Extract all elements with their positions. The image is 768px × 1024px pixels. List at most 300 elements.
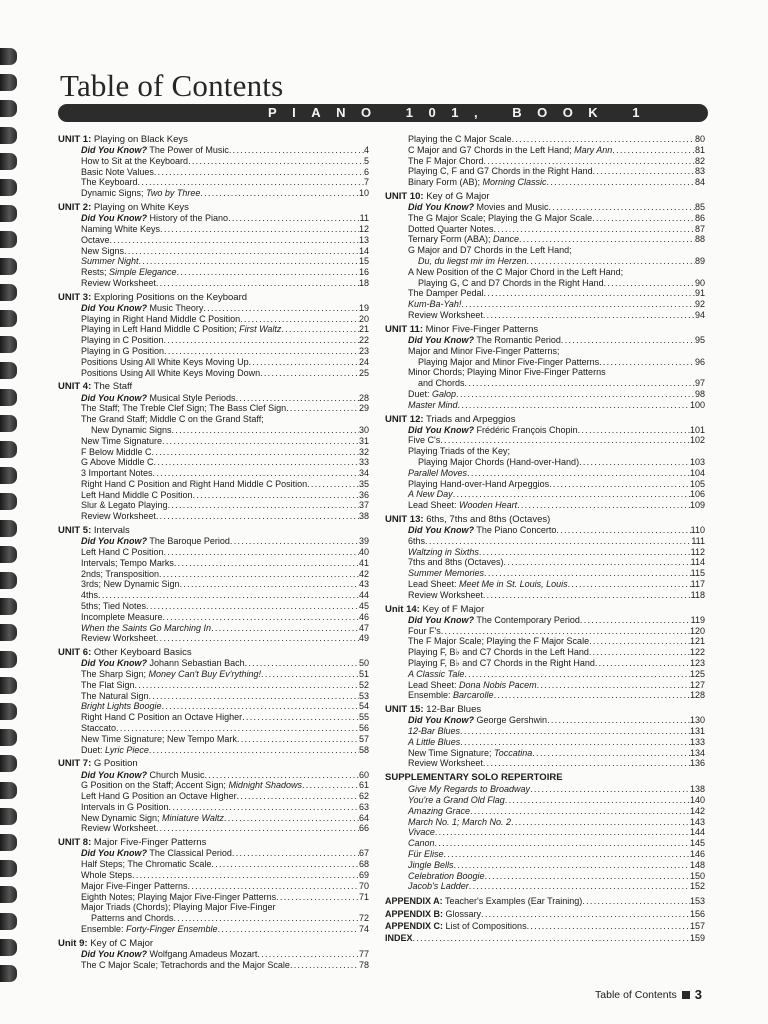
toc-entry[interactable] — [81, 823, 369, 834]
dot-leader — [461, 299, 695, 310]
appendix-text: List of Compositions — [445, 921, 527, 932]
toc-entry[interactable] — [81, 436, 369, 447]
entry-page-number: 106 — [689, 489, 705, 500]
dot-leader — [163, 612, 359, 623]
dot-leader — [162, 436, 359, 447]
spiral-ring — [0, 939, 17, 956]
toc-entry[interactable] — [81, 960, 369, 971]
toc-entry[interactable] — [81, 658, 369, 669]
did-you-know-label: Did You Know? — [81, 536, 147, 547]
toc-entry[interactable] — [81, 479, 369, 490]
entry-title — [418, 256, 527, 267]
page-footer — [595, 987, 702, 1002]
toc-entry[interactable] — [81, 167, 369, 178]
toc-entry[interactable] — [81, 303, 369, 314]
entry-title — [81, 346, 164, 357]
dot-leader — [599, 357, 695, 368]
entry-title — [81, 712, 242, 723]
unit-heading — [58, 938, 369, 949]
entry-title — [408, 860, 454, 871]
entry-page-number: 56 — [358, 723, 369, 734]
toc-entry[interactable] — [408, 590, 705, 601]
toc-entry[interactable] — [408, 346, 705, 357]
entry-title — [418, 278, 604, 289]
unit-title: Playing on White Keys — [93, 202, 189, 214]
spiral-ring — [0, 441, 17, 458]
dot-leader — [425, 536, 691, 547]
entry-text: Review Worksheet — [408, 589, 483, 600]
toc-entry[interactable] — [408, 715, 705, 726]
toc-entry[interactable] — [81, 701, 369, 712]
appendix-entry[interactable] — [385, 920, 705, 932]
appendix-label: APPENDIX C: — [385, 921, 444, 932]
appendix-entry[interactable] — [385, 895, 705, 907]
entry-title — [81, 859, 211, 870]
toc-entry[interactable] — [81, 590, 369, 601]
toc-entry[interactable] — [408, 468, 705, 479]
appendix-label: APPENDIX A: — [385, 896, 443, 907]
dot-leader — [146, 601, 359, 612]
entry-title — [81, 612, 163, 623]
unit-heading — [58, 647, 369, 658]
toc-entry[interactable] — [81, 848, 369, 859]
toc-entry[interactable] — [408, 288, 705, 299]
toc-entry[interactable] — [81, 734, 369, 745]
toc-entry[interactable] — [408, 795, 705, 806]
toc-entry[interactable] — [81, 669, 369, 680]
toc-entry[interactable] — [81, 791, 369, 802]
entry-text: Ensemble: — [408, 690, 454, 701]
entry-page-number: 7 — [363, 177, 369, 188]
toc-entry[interactable] — [81, 802, 369, 813]
page-title: Table of Contents — [60, 68, 284, 103]
toc-entry[interactable] — [418, 378, 705, 389]
unit-heading — [58, 837, 369, 848]
entry-title — [81, 924, 218, 935]
toc-entry[interactable] — [81, 447, 369, 458]
entry-page-number: 66 — [358, 823, 369, 834]
toc-entry[interactable] — [408, 489, 705, 500]
entry-text: The Grand Staff; Middle C on the Grand Staff; — [81, 414, 264, 425]
appendix-entry[interactable] — [385, 908, 705, 920]
dot-leader — [504, 557, 691, 568]
toc-entry[interactable] — [408, 658, 705, 669]
entry-page-number: 52 — [358, 679, 369, 690]
unit-number: UNIT 15: — [385, 704, 424, 716]
entry-title — [408, 446, 510, 457]
toc-entry[interactable] — [81, 536, 369, 547]
entry-text: 6ths — [408, 535, 426, 546]
entry-title — [81, 278, 156, 289]
entry-title — [408, 400, 458, 411]
toc-entry[interactable] — [81, 579, 369, 590]
unit-section — [385, 704, 705, 769]
toc-entry[interactable] — [81, 368, 369, 379]
toc-entry[interactable] — [81, 357, 369, 368]
toc-entry[interactable] — [408, 557, 705, 568]
entry-title — [81, 246, 124, 257]
entry-text: 3rds; New Dynamic Sign — [81, 579, 180, 590]
entry-title — [91, 913, 174, 924]
dot-leader — [218, 924, 359, 935]
toc-entry[interactable] — [81, 770, 369, 781]
toc-entry[interactable] — [81, 723, 369, 734]
entry-title — [81, 669, 261, 680]
entry-page-number: 42 — [358, 568, 369, 579]
toc-entry[interactable] — [418, 278, 705, 289]
entry-text: G Major and D7 Chords in the Left Hand; — [408, 245, 572, 256]
appendix-text: Glossary — [445, 908, 482, 919]
toc-entry[interactable] — [81, 224, 369, 235]
dot-leader — [211, 623, 359, 634]
entry-text: Johann Sebastian Bach — [149, 658, 245, 669]
dot-leader — [135, 680, 359, 691]
dot-leader — [139, 256, 359, 267]
unit-title: Key of C Major — [90, 937, 154, 949]
unit-heading — [385, 414, 705, 425]
did-you-know-label: Did You Know? — [81, 948, 147, 959]
toc-entry[interactable] — [408, 547, 705, 558]
entry-title — [418, 457, 579, 468]
dot-leader — [435, 838, 690, 849]
entry-page-number: 74 — [358, 923, 369, 934]
entry-page-number: 114 — [690, 557, 705, 568]
toc-entry[interactable] — [408, 827, 705, 838]
toc-entry[interactable] — [81, 633, 369, 644]
toc-entry[interactable] — [418, 256, 705, 267]
toc-entry[interactable] — [81, 256, 369, 267]
entry-page-number: 15 — [358, 256, 369, 267]
toc-entry[interactable] — [81, 547, 369, 558]
toc-entry[interactable] — [81, 213, 369, 224]
toc-entry[interactable] — [408, 636, 705, 647]
entry-page-number: 82 — [694, 155, 705, 166]
toc-entry[interactable] — [81, 892, 369, 903]
dot-leader — [612, 145, 695, 156]
entry-text: Whole Steps — [81, 869, 133, 880]
dot-leader — [164, 346, 359, 357]
toc-entry[interactable] — [81, 177, 369, 188]
toc-entry[interactable] — [81, 745, 369, 756]
entry-page-number: 117 — [690, 579, 705, 590]
entry-text: Left Hand G Position an Octave Higher — [81, 791, 237, 802]
unit-number: UNIT 1: — [58, 134, 92, 145]
toc-entry[interactable] — [81, 712, 369, 723]
spiral-ring — [0, 520, 17, 537]
toc-entry[interactable] — [81, 468, 369, 479]
entry-text: The Flat Sign — [81, 679, 135, 690]
dot-leader — [595, 658, 690, 669]
toc-entry[interactable] — [81, 511, 369, 522]
unit-section — [58, 292, 369, 379]
toc-entry[interactable] — [81, 156, 369, 167]
entry-title — [408, 806, 470, 817]
entry-title — [81, 213, 228, 224]
toc-entry[interactable] — [408, 425, 705, 436]
dot-leader — [232, 848, 359, 859]
dot-leader — [435, 827, 690, 838]
entry-page-number: 143 — [689, 816, 705, 827]
entry-title — [408, 468, 467, 479]
toc-entry[interactable] — [408, 267, 705, 278]
entry-piece-title: Summer Memories — [408, 568, 485, 579]
entry-title — [408, 748, 532, 759]
toc-entry[interactable] — [408, 849, 705, 860]
toc-entry[interactable] — [81, 414, 369, 425]
entry-title — [81, 267, 177, 278]
unit-section — [385, 191, 705, 321]
did-you-know-label: Did You Know? — [408, 715, 474, 726]
unit-title: Playing on Black Keys — [93, 134, 188, 145]
entry-page-number: 29 — [358, 403, 369, 414]
dot-leader — [164, 335, 359, 346]
entry-page-number: 159 — [689, 933, 705, 944]
toc-entry[interactable] — [81, 780, 369, 791]
did-you-know-label: Did You Know? — [81, 658, 147, 669]
entry-page-number: 58 — [358, 744, 369, 755]
spiral-ring — [0, 179, 17, 196]
dot-leader — [169, 802, 359, 813]
toc-entry[interactable] — [408, 881, 705, 892]
toc-entry[interactable] — [408, 446, 705, 457]
dot-leader — [561, 335, 695, 346]
toc-entry[interactable] — [81, 235, 369, 246]
toc-entry[interactable] — [408, 145, 705, 156]
did-you-know-label: Did You Know? — [408, 424, 474, 435]
entry-page-number: 77 — [358, 948, 369, 959]
entry-text: Incomplete Measure — [81, 611, 163, 622]
toc-entry[interactable] — [408, 435, 705, 446]
toc-entry[interactable] — [408, 400, 705, 411]
toc-entry[interactable] — [81, 324, 369, 335]
appendix-title — [385, 895, 582, 907]
toc-entry[interactable] — [408, 479, 705, 490]
did-you-know-label: Did You Know? — [408, 202, 474, 213]
toc-entry[interactable] — [408, 525, 705, 536]
entry-page-number: 133 — [689, 736, 705, 747]
toc-entry[interactable] — [81, 278, 369, 289]
toc-entry[interactable] — [81, 881, 369, 892]
entry-title — [81, 156, 188, 167]
dot-leader — [589, 636, 690, 647]
entry-page-number: 125 — [689, 668, 705, 679]
toc-entry[interactable] — [81, 346, 369, 357]
toc-entry[interactable] — [408, 156, 705, 167]
toc-entry[interactable] — [408, 389, 705, 400]
toc-entry[interactable] — [408, 784, 705, 795]
toc-entry[interactable] — [408, 669, 705, 680]
entry-piece-title: Dance — [493, 234, 520, 245]
toc-entry[interactable] — [81, 902, 369, 913]
toc-entry[interactable] — [408, 748, 705, 759]
entry-page-number: 91 — [694, 288, 705, 299]
entry-title — [408, 690, 494, 701]
toc-entry[interactable] — [408, 299, 705, 310]
book-banner — [58, 104, 708, 122]
entry-text: 2nds; Transposition — [81, 568, 160, 579]
entry-page-number: 24 — [358, 356, 369, 367]
unit-heading — [385, 514, 705, 525]
toc-entry[interactable] — [408, 213, 705, 224]
toc-entry[interactable] — [408, 806, 705, 817]
entry-page-number: 55 — [358, 712, 369, 723]
toc-entry[interactable] — [81, 949, 369, 960]
entry-title — [81, 447, 152, 458]
entry-title — [81, 770, 205, 781]
entry-title — [81, 479, 307, 490]
entry-page-number: 98 — [694, 388, 705, 399]
toc-entry[interactable] — [408, 817, 705, 828]
toc-entry[interactable] — [408, 310, 705, 321]
unit-number: UNIT 5: — [58, 525, 92, 537]
entry-text: Playing F, B♭ and C7 Chords in the Right Hand — [408, 657, 595, 668]
entry-piece-title: First Waltz — [239, 324, 282, 335]
toc-entry[interactable] — [408, 335, 705, 346]
toc-entry[interactable] — [408, 838, 705, 849]
entry-page-number: 92 — [694, 299, 705, 310]
entry-title — [408, 489, 453, 500]
entry-piece-title: Simple Elegance — [109, 267, 177, 278]
dot-leader — [537, 680, 690, 691]
dot-leader — [260, 368, 359, 379]
toc-entry[interactable] — [408, 536, 705, 547]
unit-section — [58, 202, 369, 289]
toc-entry[interactable] — [81, 623, 369, 634]
dot-leader — [458, 400, 690, 411]
spiral-ring — [0, 74, 17, 91]
toc-entry[interactable] — [81, 924, 369, 935]
toc-entry[interactable] — [81, 569, 369, 580]
entry-title — [408, 536, 425, 547]
toc-entry[interactable] — [81, 267, 369, 278]
toc-entry[interactable] — [408, 177, 705, 188]
spiral-ring — [0, 860, 17, 877]
spiral-ring — [0, 467, 17, 484]
toc-entry[interactable] — [81, 335, 369, 346]
toc-entry[interactable] — [91, 425, 369, 436]
entry-page-number: 131 — [689, 726, 705, 737]
toc-entry[interactable] — [408, 234, 705, 245]
appendix-entry[interactable] — [385, 932, 705, 944]
toc-entry[interactable] — [81, 246, 369, 257]
did-you-know-label: Did You Know? — [81, 848, 147, 859]
dot-leader — [530, 784, 690, 795]
entry-text: 5ths; Tied Notes — [81, 600, 147, 611]
dot-leader — [465, 378, 695, 389]
dot-leader — [479, 547, 691, 558]
toc-entry[interactable] — [81, 859, 369, 870]
toc-entry[interactable] — [408, 224, 705, 235]
dot-leader — [160, 224, 359, 235]
toc-entry[interactable] — [408, 166, 705, 177]
toc-entry[interactable] — [81, 490, 369, 501]
entry-title — [81, 601, 146, 612]
toc-entry[interactable] — [408, 367, 705, 378]
toc-entry[interactable] — [408, 758, 705, 769]
toc-entry[interactable] — [81, 558, 369, 569]
unit-section — [385, 514, 705, 601]
toc-entry[interactable] — [81, 813, 369, 824]
spiral-ring — [0, 624, 17, 641]
toc-entry[interactable] — [408, 680, 705, 691]
toc-entry[interactable] — [81, 680, 369, 691]
entry-page-number: 111 — [691, 535, 705, 546]
toc-entry[interactable] — [408, 726, 705, 737]
spiral-ring — [0, 48, 17, 65]
toc-entry[interactable] — [81, 188, 369, 199]
spiral-ring — [0, 965, 17, 982]
entry-title — [81, 167, 154, 178]
toc-entry[interactable] — [81, 691, 369, 702]
dot-leader — [290, 960, 359, 971]
toc-entry[interactable] — [418, 357, 705, 368]
toc-entry[interactable] — [408, 245, 705, 256]
entry-page-number: 19 — [358, 302, 369, 313]
entry-text: and Chords — [418, 378, 465, 389]
entry-title — [408, 827, 435, 838]
toc-entry[interactable] — [418, 457, 705, 468]
entry-piece-title: Morning Classic — [482, 177, 547, 188]
entry-title — [408, 425, 578, 436]
toc-entry[interactable] — [408, 626, 705, 637]
dot-leader — [453, 489, 690, 500]
did-you-know-label: Did You Know? — [408, 614, 474, 625]
entry-title — [81, 324, 281, 335]
toc-entry[interactable] — [408, 860, 705, 871]
dot-leader — [116, 723, 359, 734]
entry-piece-title: Bright Lights Boogie — [81, 701, 162, 712]
entry-page-number: 72 — [358, 913, 369, 924]
did-you-know-label: Did You Know? — [408, 525, 474, 536]
entry-title — [81, 658, 245, 669]
toc-entry[interactable] — [81, 612, 369, 623]
entry-title — [81, 490, 193, 501]
toc-entry[interactable] — [81, 500, 369, 511]
toc-entry[interactable] — [408, 737, 705, 748]
toc-entry[interactable] — [81, 145, 369, 156]
toc-entry[interactable] — [408, 579, 705, 590]
appendix-title — [385, 920, 527, 932]
toc-entry[interactable] — [81, 314, 369, 325]
entry-text: Playing Hand-over-Hand Arpeggios — [408, 478, 550, 489]
entry-piece-title: Master Mind — [408, 399, 458, 410]
toc-entry[interactable] — [408, 615, 705, 626]
unit-number: UNIT 2: — [58, 202, 92, 214]
entry-page-number: 16 — [358, 267, 369, 278]
entry-title — [81, 701, 162, 712]
entry-page-number: 14 — [358, 245, 369, 256]
toc-entry[interactable] — [408, 690, 705, 701]
toc-entry[interactable] — [81, 403, 369, 414]
dot-leader — [527, 920, 690, 932]
toc-entry[interactable] — [408, 871, 705, 882]
toc-entry[interactable] — [81, 393, 369, 404]
entry-title — [81, 547, 164, 558]
toc-entry[interactable] — [408, 134, 705, 145]
entry-page-number: 144 — [689, 827, 705, 838]
toc-entry[interactable] — [81, 457, 369, 468]
supplementary-section — [385, 772, 705, 892]
toc-entry[interactable] — [408, 568, 705, 579]
toc-entry[interactable] — [81, 870, 369, 881]
toc-entry[interactable] — [408, 202, 705, 213]
toc-entry[interactable] — [408, 647, 705, 658]
entry-piece-title: Mary Ann — [574, 144, 613, 155]
toc-entry[interactable] — [91, 913, 369, 924]
toc-entry[interactable] — [408, 500, 705, 511]
entry-title — [408, 177, 547, 188]
toc-entry[interactable] — [81, 601, 369, 612]
